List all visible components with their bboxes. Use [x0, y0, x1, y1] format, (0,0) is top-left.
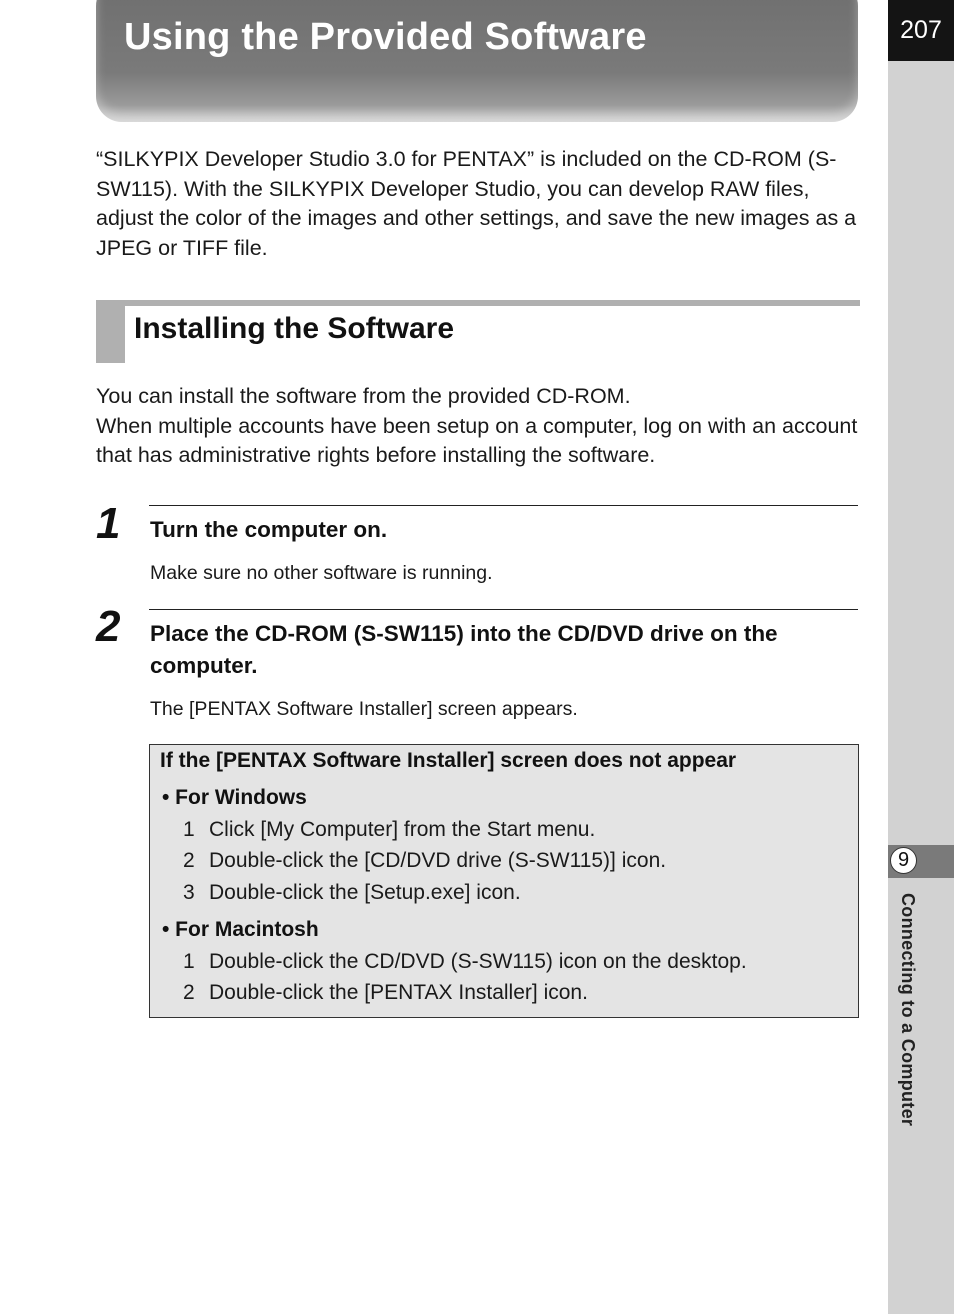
mac-step-2 [183, 981, 588, 1005]
windows-step-2-number: 2 [183, 849, 195, 872]
mac-step-2-text: Double-click the [PENTAX Installer] icon. [209, 981, 588, 1004]
step-1-note: Make sure no other software is running. [150, 562, 493, 584]
chapter-title: Connecting to a Computer [898, 893, 918, 1127]
windows-heading: • For Windows [162, 786, 307, 809]
chapter-number: 9 [890, 847, 917, 874]
step-2-number: 2 [96, 602, 121, 651]
windows-step-1 [183, 818, 595, 842]
section-line-1: You can install the software from the provided CD-ROM. [96, 384, 631, 408]
intro-paragraph: “SILKYPIX Developer Studio 3.0 for PENTAX” is included on the CD-ROM (S-SW115). With the SILKYPIX Developer Studio, you can develop RAW files, adjust the color of the images and other settings, and save the new images as a JPEG or TIFF file. [96, 147, 857, 260]
section-body [96, 382, 866, 471]
page-title: Using the Provided Software [124, 16, 647, 58]
mac-step-1-number: 1 [183, 950, 195, 973]
section-title: Installing the Software [134, 312, 455, 345]
section-rule [96, 300, 860, 306]
windows-step-1-number: 1 [183, 818, 195, 841]
mac-heading: • For Macintosh [162, 918, 319, 941]
windows-step-3 [183, 881, 521, 905]
mac-step-2-number: 2 [183, 981, 195, 1004]
step-2-title: Place the CD-ROM (S-SW115) into the CD/DVD drive on the computer. [150, 621, 778, 678]
windows-step-2-text: Double-click the [CD/DVD drive (S-SW115)] icon. [209, 849, 667, 872]
step-1-number: 1 [96, 499, 121, 548]
mac-step-1-text: Double-click the CD/DVD (S-SW115) icon on the desktop. [209, 950, 747, 973]
section-line-2: When multiple accounts have been setup on a computer, log on with an account that has administrative rights before installing the software. [96, 413, 858, 467]
windows-step-3-number: 3 [183, 881, 195, 904]
step-1-rule [149, 505, 858, 506]
note-box [149, 744, 859, 1018]
note-box-title: If the [PENTAX Software Installer] screen does not appear [160, 749, 737, 772]
section-marker [96, 300, 125, 363]
windows-step-3-text: Double-click the [Setup.exe] icon. [209, 881, 521, 904]
step-2-rule [149, 609, 858, 610]
mac-step-1 [183, 950, 747, 974]
windows-step-1-text: Click [My Computer] from the Start menu. [209, 818, 596, 841]
step-2-note: The [PENTAX Software Installer] screen appears. [150, 698, 578, 720]
windows-step-2 [183, 849, 666, 873]
step-1-title: Turn the computer on. [150, 517, 388, 542]
page-number: 207 [888, 0, 954, 61]
